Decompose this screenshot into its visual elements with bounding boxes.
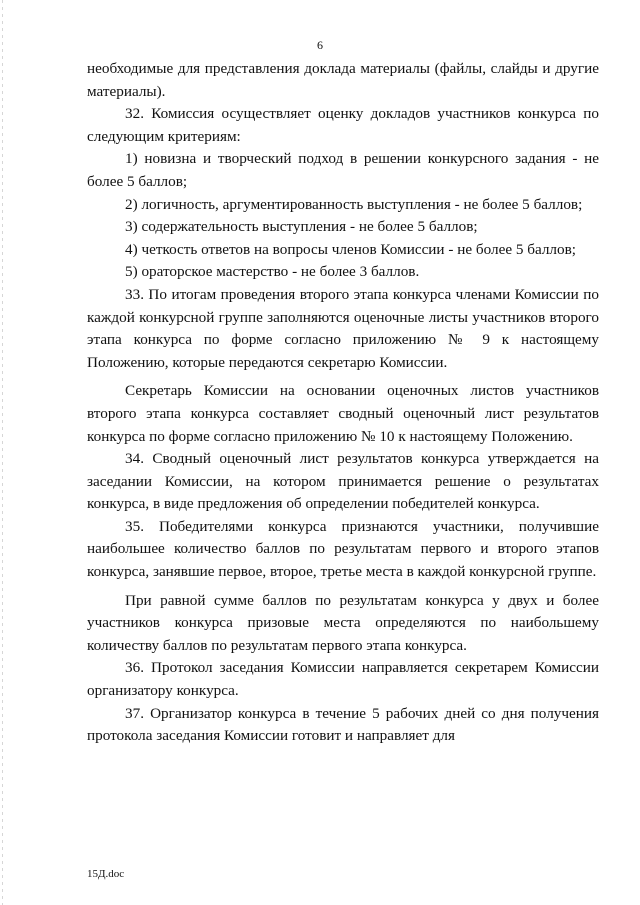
footer-filename: 15Д.doc bbox=[87, 868, 125, 880]
list-item: 3) содержательность выступления - не более 5 баллов; bbox=[125, 218, 478, 236]
list-item: 4) четкость ответов на вопросы членов Комиссии - не более 5 баллов; bbox=[125, 240, 576, 258]
paragraph: При равной сумме баллов по результатам конкурса у двух и более участников конкурса призовые места определяются по наибольшему количеству баллов по результатам первого этапа конкурса. bbox=[87, 591, 599, 654]
paragraph: 36. Протокол заседания Комиссии направляется секретарем Комиссии организатору конкурса. bbox=[87, 659, 599, 700]
document-body bbox=[87, 58, 599, 748]
paragraph: необходимые для представления доклада материалы (файлы, слайды и другие материалы). bbox=[87, 60, 599, 100]
list-item: 1) новизна и творческий подход в решении конкурсного задания - не более 5 баллов; bbox=[87, 150, 599, 190]
list-item: 2) логичность, аргументированность выступления - не более 5 баллов; bbox=[125, 195, 583, 213]
list-item: 5) ораторское мастерство - не более 3 баллов. bbox=[125, 263, 420, 281]
paragraph: 33. По итогам проведения второго этапа конкурса членами Комиссии по каждой конкурсной группе заполняются оценочные листы участников второго этапа конкурса по форме согласно приложению № 9 к настоящему Положению, которые передаются секретарю Комиссии. bbox=[87, 285, 599, 371]
paragraph: Секретарь Комиссии на основании оценочных листов участников второго этапа конкурса составляет сводный оценочный лист результатов конкурса по форме согласно приложению № 10 к настоящему Положению. bbox=[87, 382, 599, 445]
paragraph: 37. Организатор конкурса в течение 5 рабочих дней со дня получения протокола заседания Комиссии готовит и направляет для bbox=[87, 704, 599, 745]
page-number: 6 bbox=[317, 38, 323, 52]
paragraph: 34. Сводный оценочный лист результатов конкурса утверждается на заседании Комиссии, на котором принимается решение о результатах конкурса, в виде предложения об определении победителей конкурса. bbox=[87, 450, 599, 513]
paragraph: 32. Комиссия осуществляет оценку докладов участников конкурса по следующим критериям: bbox=[87, 105, 599, 145]
scan-edge bbox=[2, 0, 3, 905]
paragraph: 35. Победителями конкурса признаются участники, получившие наибольшее количество баллов по результатам первого и второго этапов конкурса, занявшие первое, второе, третье места в каждой конкурсной группе. bbox=[87, 517, 599, 581]
